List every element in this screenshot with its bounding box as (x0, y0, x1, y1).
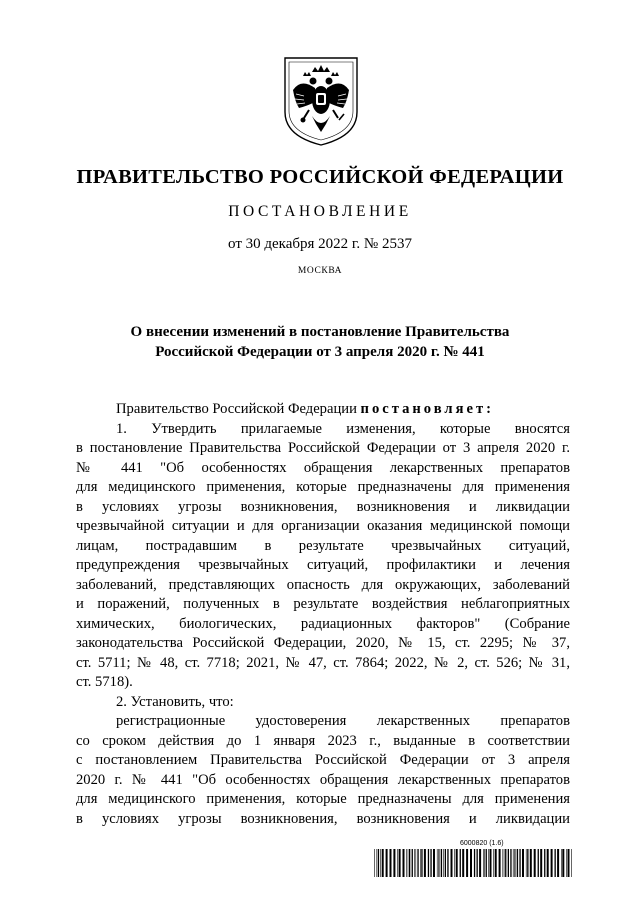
body-line: с постановлением Правительства Российской Федерации от 3 апреля (76, 752, 570, 768)
barcode-bar (505, 849, 506, 877)
barcode-bar (562, 849, 564, 877)
body-line: в условиях угрозы возникновения, возникновения и ликвидации (76, 810, 570, 827)
barcode-bar (390, 849, 392, 877)
barcode-bar (571, 849, 572, 877)
body-line: чрезвычайной ситуации и для организации оказания медицинской помощи (76, 518, 570, 534)
barcode-bar (510, 849, 511, 877)
barcode-bar (517, 849, 518, 877)
barcode-bar (488, 849, 489, 877)
barcode-bar (479, 849, 481, 877)
barcode-bar (406, 849, 407, 877)
barcode-bar (378, 849, 379, 877)
barcode-bar (486, 849, 487, 877)
body-line: 2020 г. № 441 "Об особенностях обращения лекарственных препаратов (76, 771, 570, 788)
barcode-bar (399, 849, 401, 877)
coat-of-arms-emblem (279, 50, 363, 148)
barcode-bar (462, 849, 464, 877)
barcode-bar (424, 849, 426, 877)
barcode-bar (409, 849, 410, 877)
barcode-bar (377, 849, 378, 877)
body-line: ст. 5718). (76, 674, 133, 690)
barcode-bar (551, 849, 553, 877)
barcode-bar (386, 849, 388, 877)
barcode-bar (374, 849, 375, 877)
barcode-bar (441, 849, 442, 877)
barcode-bar (527, 849, 528, 877)
body-line: для медицинского применения, которые предназначены для применения (76, 479, 570, 495)
barcode-bar (428, 849, 429, 877)
barcode-bar (516, 849, 517, 877)
barcode-bar (438, 849, 439, 877)
barcode-bar (417, 849, 418, 877)
barcode-bar (421, 849, 422, 877)
barcode-bar (451, 849, 453, 877)
barcode-bar (382, 849, 384, 877)
barcode-bar (519, 849, 520, 877)
barcode-bar (437, 849, 438, 877)
barcode-bar (530, 849, 532, 877)
body-line: в постановление Правительства Российской Федерации от 3 апреля 2020 г. (76, 440, 570, 456)
barcode-bar (503, 849, 504, 877)
barcode-bar (555, 849, 556, 877)
body-line: 2. Установить, что: (116, 693, 234, 710)
barcode-bar (477, 849, 478, 877)
body-line: законодательства Российской Федерации, 2020, № 15, ст. 2295; № 37, (76, 635, 570, 651)
barcode-bar (440, 849, 441, 877)
barcode-bar (380, 849, 381, 877)
barcode-bar (504, 849, 505, 877)
barcode-bar (526, 849, 527, 877)
body-line: регистрационные удостоверения лекарственных препаратов (116, 713, 570, 729)
barcode-bar (447, 849, 448, 877)
barcode-bar (393, 849, 395, 877)
barcode-bar (547, 849, 549, 877)
government-title: ПРАВИТЕЛЬСТВО РОССИЙСКОЙ ФЕДЕРАЦИИ (76, 166, 564, 188)
barcode-bar (397, 849, 398, 877)
barcode-bar (538, 849, 539, 877)
document-heading (60, 322, 580, 362)
body-line: 1. Утвердить прилагаемые изменения, которые вносятся (116, 420, 570, 437)
barcode-bar (493, 849, 494, 877)
barcode-bar (561, 849, 562, 877)
body-line: для медицинского применения, которые предназначены для применения (76, 791, 570, 807)
body-line: № 441 "Об особенностях обращения лекарственных препаратов (76, 459, 570, 476)
body-line: лицам, пострадавшим в результате чрезвычайных ситуаций, (76, 537, 570, 554)
barcode-bar (484, 849, 485, 877)
barcode-bar (403, 849, 405, 877)
barcode-bar (568, 849, 570, 877)
barcode-bar (514, 849, 515, 877)
body-line: и поражений, полученных в результате воздействия неблагоприятных (76, 596, 570, 612)
date-and-number: от 30 декабря 2022 г. № 2537 (228, 236, 412, 252)
barcode-bar (508, 849, 509, 877)
document-type: ПОСТАНОВЛЕНИЕ (228, 203, 412, 220)
barcode-bar (420, 849, 421, 877)
body-line: заболеваний, представляющих опасность для окружающих, заболеваний (76, 576, 570, 593)
barcode-bar (499, 849, 501, 877)
document-body (76, 400, 570, 829)
barcode-bar (408, 849, 409, 877)
barcode-bar (474, 849, 475, 877)
body-line: ст. 5711; № 48, ст. 7718; 2021, № 47, ст. 7864; 2022, № 2, ст. 526; № 31, (76, 654, 570, 671)
body-line: в условиях угрозы возникновения, возникновения и ликвидации (76, 498, 570, 515)
body-line: со сроком действия до 1 января 2023 г., выданные в соответствии (76, 732, 570, 749)
barcode-bar (566, 849, 567, 877)
barcode-bar (460, 849, 461, 877)
intro-line (76, 400, 570, 420)
heading-line-2: Российской Федерации от 3 апреля 2020 г. № 441 (155, 344, 485, 360)
barcode-bar (495, 849, 497, 877)
barcode-bar (540, 849, 542, 877)
barcode-bar (433, 849, 435, 877)
barcode-number: 6000820 (1.6) (460, 840, 504, 847)
barcode-bar (466, 849, 468, 877)
intro-text: Правительство Российской Федерации (116, 401, 361, 417)
city: МОСКВА (297, 266, 343, 276)
barcode-bar (522, 849, 524, 877)
barcode-bar (412, 849, 413, 877)
barcode-bar (445, 849, 446, 877)
barcode-bar (454, 849, 455, 877)
body-line: химических, биологических, радиационных факторов" (Собрание (76, 615, 570, 632)
barcode-bar (470, 849, 472, 877)
barcode-bar (456, 849, 458, 877)
heading-line-1: О внесении изменений в постановление Правительства (130, 324, 510, 340)
barcode-bar (557, 849, 559, 877)
barcode-bar (490, 849, 492, 877)
barcode-bar (416, 849, 417, 877)
barcode-bar (443, 849, 444, 877)
decree-word: постановляет: (360, 401, 494, 417)
body-line: предупреждения чрезвычайных ситуаций, профилактики и лечения (76, 557, 570, 573)
barcode-bar (430, 849, 431, 877)
barcode-bar (513, 849, 514, 877)
barcode-bar (534, 849, 536, 877)
barcode-bar (544, 849, 545, 877)
barcode (374, 849, 574, 877)
barcode-bar (414, 849, 415, 877)
barcode-bar (483, 849, 484, 877)
